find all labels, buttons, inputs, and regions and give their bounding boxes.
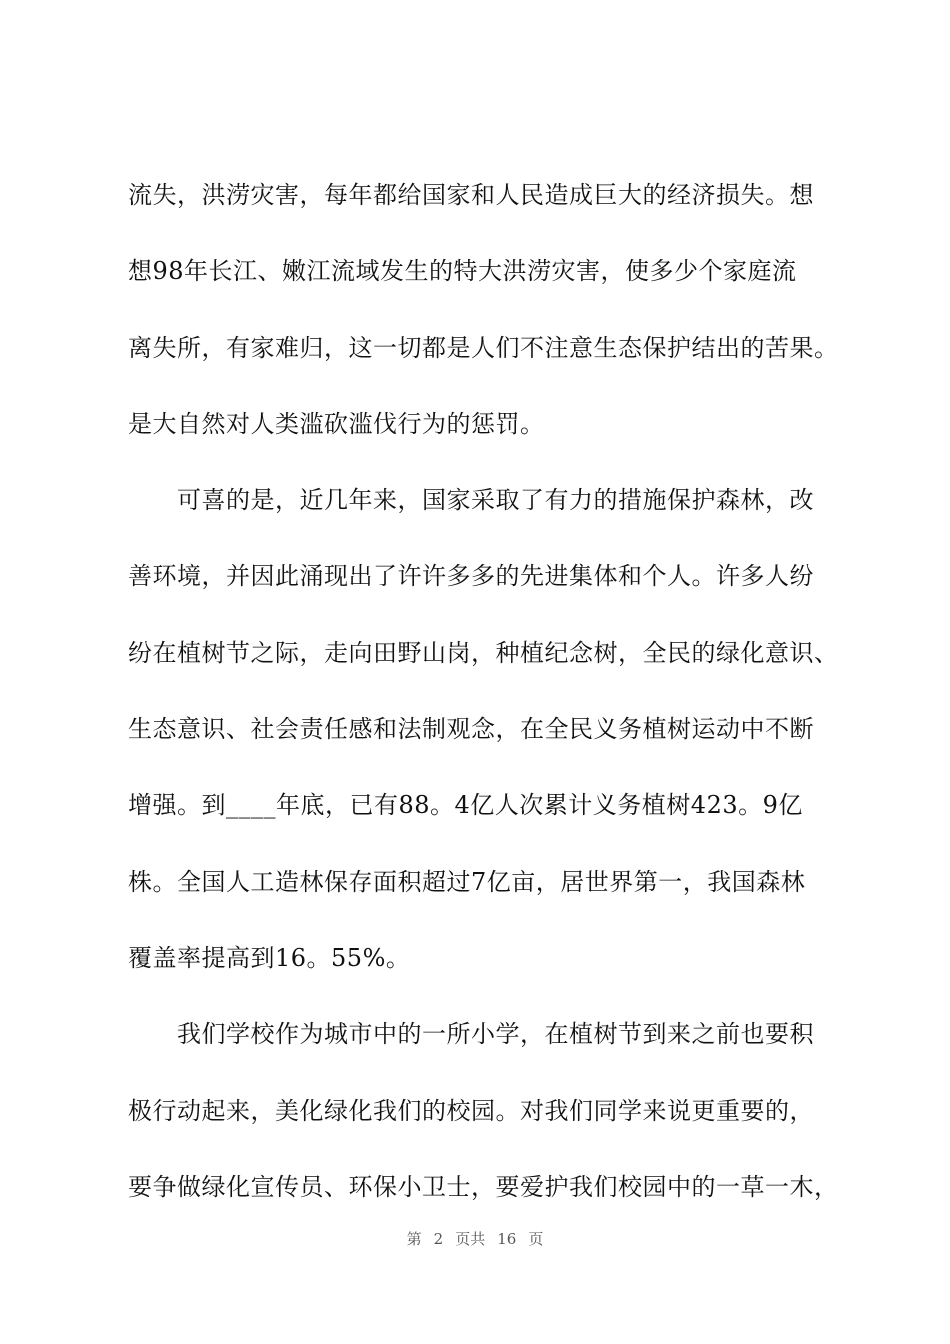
footer-suffix: 页: [528, 1230, 544, 1248]
text-line-11: 覆盖率提高到16。55%。: [128, 943, 411, 972]
body-text: [128, 172, 863, 1240]
text-line-4: 是大自然对人类滥砍滥伐行为的惩罚。: [128, 409, 545, 438]
text-line-5: 可喜的是，近几年来，国家采取了有力的措施保护森林，改: [128, 486, 814, 515]
page-footer: [0, 1228, 950, 1249]
text-line-14: 要争做绿化宣传员、环保小卫士，要爱护我们校园中的一草一木，: [128, 1172, 839, 1201]
text-line-1: 流失，洪涝灾害，每年都给国家和人民造成巨大的经济损失。想: [128, 181, 814, 209]
footer-total-pages: 16: [497, 1230, 517, 1248]
text-line-6: 善环境，并因此涌现出了许许多多的先进集体和个人。许多人纷: [128, 562, 814, 591]
footer-prefix: 第: [406, 1230, 422, 1248]
footer-middle: 页共: [455, 1230, 486, 1248]
text-line-12: 我们学校作为城市中的一所小学，在植树节到来之前也要积: [128, 1020, 814, 1049]
text-line-8: 生态意识、社会责任感和法制观念，在全民义务植树运动中不断: [128, 715, 814, 744]
text-line-13: 极行动起来，美化绿化我们的校园。对我们同学来说更重要的，: [128, 1096, 814, 1125]
text-line-3: 离失所，有家难归，这一切都是人们不注意生态保护结出的苦果。: [128, 333, 839, 362]
text-line-7: 纷在植树节之际，走向田野山岗，种植纪念树，全民的绿化意识、: [128, 638, 839, 667]
footer-page-number: 2: [433, 1230, 444, 1248]
text-line-10: 株。全国人工造林保存面积超过7亿亩，居世界第一，我国森林: [128, 867, 806, 896]
text-line-9: 增强。到____年底，已有88。4亿人次累计义务植树423。9亿: [128, 791, 803, 820]
text-line-2: 想98年长江、嫩江流域发生的特大洪涝灾害，使多少个家庭流: [128, 257, 797, 286]
